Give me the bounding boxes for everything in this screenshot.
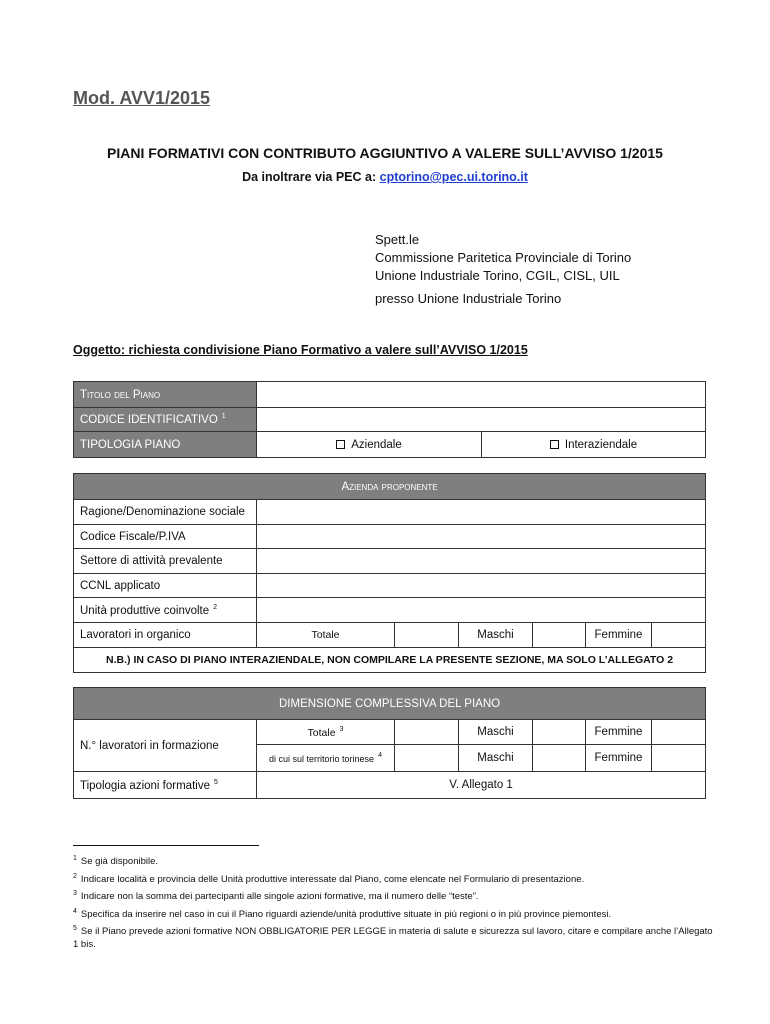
lavoratori-totale-field[interactable] (395, 623, 459, 648)
dimensione-table (73, 687, 706, 799)
di-cui-femmine-field[interactable] (652, 745, 706, 772)
ccnl-label: CCNL applicato (74, 574, 257, 598)
footnote-divider (73, 845, 259, 846)
pec-line (0, 170, 770, 184)
ragione-label: Ragione/Denominazione sociale (74, 500, 257, 525)
subject-line: Oggetto: richiesta condivisione Piano Formativo a valere sull’AVVISO 1/2015 (73, 343, 528, 357)
titolo-piano-field[interactable] (257, 382, 706, 408)
ragione-field[interactable] (257, 500, 706, 525)
lavoratori-femmine-field[interactable] (652, 623, 706, 648)
dim-femmine-field[interactable] (652, 720, 706, 745)
tipologia-azioni-label: Tipologia azioni formative $^5$ (74, 772, 257, 799)
recipient-line-1: Spett.le (375, 232, 420, 247)
cf-field[interactable] (257, 525, 706, 549)
tipologia-label: TIPOLOGIA PIANO (74, 432, 257, 458)
dim-maschi-label: Maschi (459, 720, 533, 745)
page-title: PIANI FORMATIVI CON CONTRIBUTO AGGIUNTIVO A VALERE SULL’AVVISO 1/2015 (107, 145, 663, 161)
di-cui-femmine-label: Femmine (586, 745, 652, 772)
dimensione-header: DIMENSIONE COMPLESSIVA DEL PIANO (74, 688, 706, 720)
titolo-piano-label: Titolo del Piano (74, 382, 257, 408)
nb-note: N.B.) IN CASO DI PIANO INTERAZIENDALE, NON COMPILARE LA PRESENTE SEZIONE, MA SOLO L’ALLEGATO 2 (74, 648, 706, 673)
aziendale-checkbox[interactable] (336, 440, 345, 449)
lavoratori-maschi-label: Maschi (459, 623, 533, 648)
allegato-ref: V. Allegato 1 (257, 772, 706, 799)
pec-email-link[interactable]: cptorino@pec.ui.torino.it (379, 170, 528, 184)
form-code: Mod. AVV1/2015 (73, 88, 211, 108)
di-cui-totale-field[interactable] (395, 745, 459, 772)
dim-totale-label: Totale $^3$ (257, 720, 395, 745)
codice-label: CODICE IDENTIFICATIVO $^1$ (74, 408, 257, 432)
dim-femmine-label: Femmine (586, 720, 652, 745)
recipient-line-2: Commissione Paritetica Provinciale di Torino (375, 250, 632, 265)
n-lavoratori-label: N.° lavoratori in formazione (74, 720, 257, 772)
settore-field[interactable] (257, 549, 706, 574)
pec-prefix: Da inoltrare via PEC a: (242, 170, 380, 184)
unita-field[interactable] (257, 598, 706, 623)
footnote-3: $^3$ Indicare non la somma dei partecipanti alle singole azioni formative, ma il numero delle “teste”. (73, 890, 479, 902)
ccnl-field[interactable] (257, 574, 706, 598)
azienda-header: Azienda proponente (74, 474, 706, 500)
cf-label: Codice Fiscale/P.IVA (74, 525, 257, 549)
lavoratori-femmine-label: Femmine (586, 623, 652, 648)
footnote-1: $^1$ Se già disponibile. (73, 855, 159, 867)
footnote-5: $^5$ Se il Piano prevede azioni formative NON OBBLIGATORIE PER LEGGE in materia di salute e sicurezza sul lavoro, citare e compilare anche l’Allegato 1 bis. (73, 925, 713, 950)
interaziendale-option[interactable]: Interaziendale (482, 432, 706, 458)
recipient-line-4: presso Unione Industriale Torino (375, 291, 562, 306)
lavoratori-totale-label: Totale (257, 623, 395, 648)
recipient-line-3: Unione Industriale Torino, CGIL, CISL, UIL (375, 268, 620, 283)
lavoratori-label: Lavoratori in organico (74, 623, 257, 648)
footnote-2: $^2$ Indicare località e provincia delle Unità produttive interessate dal Piano, come elencate nel Formulario di presentazione. (73, 873, 585, 885)
di-cui-maschi-label: Maschi (459, 745, 533, 772)
aziendale-option[interactable]: Aziendale (257, 432, 482, 458)
codice-field[interactable] (257, 408, 706, 432)
dim-maschi-field[interactable] (533, 720, 586, 745)
lavoratori-maschi-field[interactable] (533, 623, 586, 648)
footnote-4: $^4$ Specifica da inserire nel caso in cui il Piano riguardi aziende/unità produttive situate in più regioni o in più province piemontesi. (73, 908, 612, 920)
piano-table (73, 381, 706, 458)
unita-label: Unità produttive coinvolte $^2$ (74, 598, 257, 623)
di-cui-label: di cui sul territorio torinese $^4$ (257, 745, 395, 772)
di-cui-maschi-field[interactable] (533, 745, 586, 772)
dim-totale-field[interactable] (395, 720, 459, 745)
interaziendale-checkbox[interactable] (550, 440, 559, 449)
azienda-table (73, 473, 706, 673)
settore-label: Settore di attività prevalente (74, 549, 257, 574)
